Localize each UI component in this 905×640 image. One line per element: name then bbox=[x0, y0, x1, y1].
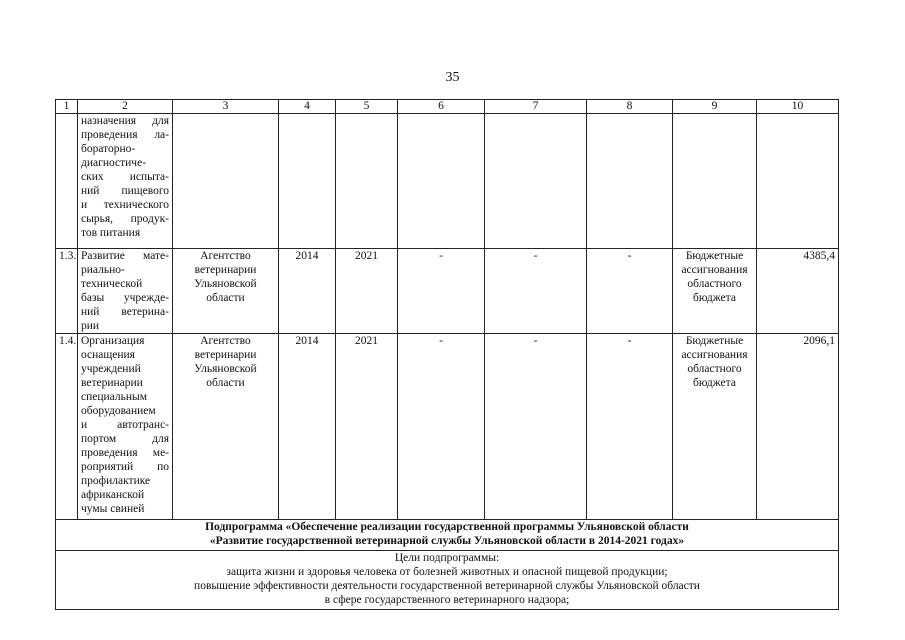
text-line: портом для bbox=[81, 433, 169, 445]
text-line: базы учрежде- bbox=[81, 292, 169, 304]
text-line: ветеринарии bbox=[194, 264, 257, 276]
text-line: риально- bbox=[81, 264, 125, 276]
funding-source-cell bbox=[673, 334, 757, 520]
text-line: бюджета bbox=[693, 377, 736, 389]
agency-cell bbox=[173, 249, 279, 334]
table-row bbox=[56, 114, 839, 249]
start-year-cell: 2014 bbox=[279, 249, 336, 334]
column-header: 6 bbox=[398, 100, 485, 114]
amount-cell bbox=[757, 114, 839, 249]
text-line: ветеринарии bbox=[194, 349, 257, 361]
row-number bbox=[56, 114, 78, 249]
text-line: проведения ме- bbox=[81, 447, 169, 459]
funding-source-cell bbox=[673, 249, 757, 334]
cell-6 bbox=[398, 114, 485, 249]
table-row bbox=[56, 334, 839, 520]
column-header: 2 bbox=[78, 100, 173, 114]
cell-7 bbox=[485, 114, 587, 249]
cell-6: - bbox=[398, 334, 485, 520]
goal-line: повышение эффективности деятельности государственной ветеринарной службы Ульяновской области bbox=[194, 580, 700, 592]
text-line: Организация bbox=[81, 335, 145, 347]
cell-7: - bbox=[485, 249, 587, 334]
text-line: проведения ла- bbox=[81, 129, 169, 141]
table-row bbox=[56, 249, 839, 334]
goal-line: защита жизни и здоровья человека от болезней животных и опасной пищевой продукции; bbox=[226, 566, 668, 578]
text-line: диагностиче- bbox=[81, 157, 147, 169]
text-line: Агентство bbox=[200, 250, 251, 262]
column-header: 3 bbox=[173, 100, 279, 114]
text-line: ветеринарии bbox=[81, 377, 143, 389]
text-line: учреждений bbox=[81, 363, 141, 375]
subprogram-title-line: Подпрограмма «Обеспечение реализации государственной программы Ульяновской области bbox=[205, 521, 689, 533]
funding-source-cell bbox=[673, 114, 757, 249]
text-line: Развитие мате- bbox=[81, 250, 169, 262]
text-line: африканской bbox=[81, 489, 145, 501]
cell-7: - bbox=[485, 334, 587, 520]
page-number: 35 bbox=[445, 70, 460, 85]
subprogram-title bbox=[56, 520, 839, 551]
measure-name bbox=[78, 114, 173, 249]
text-line: специальным bbox=[81, 391, 148, 403]
text-line: Бюджетные bbox=[685, 335, 744, 347]
goals-title: Цели подпрограммы: bbox=[394, 552, 500, 564]
agency-cell bbox=[173, 334, 279, 520]
subprogram-row bbox=[56, 520, 839, 551]
text-line: Бюджетные bbox=[685, 250, 744, 262]
subprogram-goals bbox=[56, 551, 839, 610]
measure-name bbox=[78, 334, 173, 520]
column-number-row bbox=[56, 100, 839, 114]
text-line: ских испыта- bbox=[81, 171, 169, 183]
amount-cell: 4385,4 bbox=[757, 249, 839, 334]
cell-8 bbox=[587, 114, 673, 249]
goals-row bbox=[56, 551, 839, 610]
subprogram-title-line: «Развитие государственной ветеринарной службы Ульяновской области в 2014-2021 годах» bbox=[209, 535, 685, 547]
text-line: бораторно- bbox=[81, 143, 136, 155]
column-header: 1 bbox=[56, 100, 78, 114]
text-line: Агентство bbox=[200, 335, 251, 347]
column-header: 5 bbox=[336, 100, 398, 114]
text-line: оборудованием bbox=[81, 405, 156, 417]
text-line: сырья, продук- bbox=[81, 213, 169, 225]
text-line: рии bbox=[81, 320, 100, 332]
text-line: ний ветерина- bbox=[81, 306, 169, 318]
text-line: области bbox=[206, 292, 245, 304]
end-year-cell bbox=[336, 114, 398, 249]
column-header: 9 bbox=[673, 100, 757, 114]
text-line: областного bbox=[687, 363, 742, 375]
column-header: 8 bbox=[587, 100, 673, 114]
start-year-cell bbox=[279, 114, 336, 249]
program-table bbox=[55, 99, 839, 610]
agency-cell bbox=[173, 114, 279, 249]
text-line: и автотранс- bbox=[81, 419, 169, 431]
column-header: 10 bbox=[757, 100, 839, 114]
text-line: чумы свиней bbox=[81, 503, 145, 515]
cell-6: - bbox=[398, 249, 485, 334]
cell-8: - bbox=[587, 249, 673, 334]
text-line: роприятий по bbox=[81, 461, 169, 473]
column-header: 7 bbox=[485, 100, 587, 114]
text-line: технической bbox=[81, 278, 143, 290]
text-line: и технического bbox=[81, 199, 169, 211]
text-line: области bbox=[206, 377, 245, 389]
column-header: 4 bbox=[279, 100, 336, 114]
text-line: ассигнования bbox=[681, 264, 748, 276]
goal-line: в сфере государственного ветеринарного надзора; bbox=[324, 594, 570, 606]
text-line: Ульяновской bbox=[194, 363, 257, 375]
measure-name bbox=[78, 249, 173, 334]
text-line: профилактике bbox=[81, 475, 151, 487]
text-line: Ульяновской bbox=[194, 278, 257, 290]
text-line: бюджета bbox=[693, 292, 736, 304]
end-year-cell: 2021 bbox=[336, 334, 398, 520]
text-line: тов питания bbox=[81, 227, 141, 239]
text-line: оснащения bbox=[81, 349, 135, 361]
cell-8: - bbox=[587, 334, 673, 520]
text-line: ний пищевого bbox=[81, 185, 169, 197]
row-number: 1.3. bbox=[56, 249, 78, 334]
end-year-cell: 2021 bbox=[336, 249, 398, 334]
row-number: 1.4. bbox=[56, 334, 78, 520]
text-line: ассигнования bbox=[681, 349, 748, 361]
text-line: назначения для bbox=[81, 115, 169, 127]
amount-cell: 2096,1 bbox=[757, 334, 839, 520]
text-line: областного bbox=[687, 278, 742, 290]
start-year-cell: 2014 bbox=[279, 334, 336, 520]
